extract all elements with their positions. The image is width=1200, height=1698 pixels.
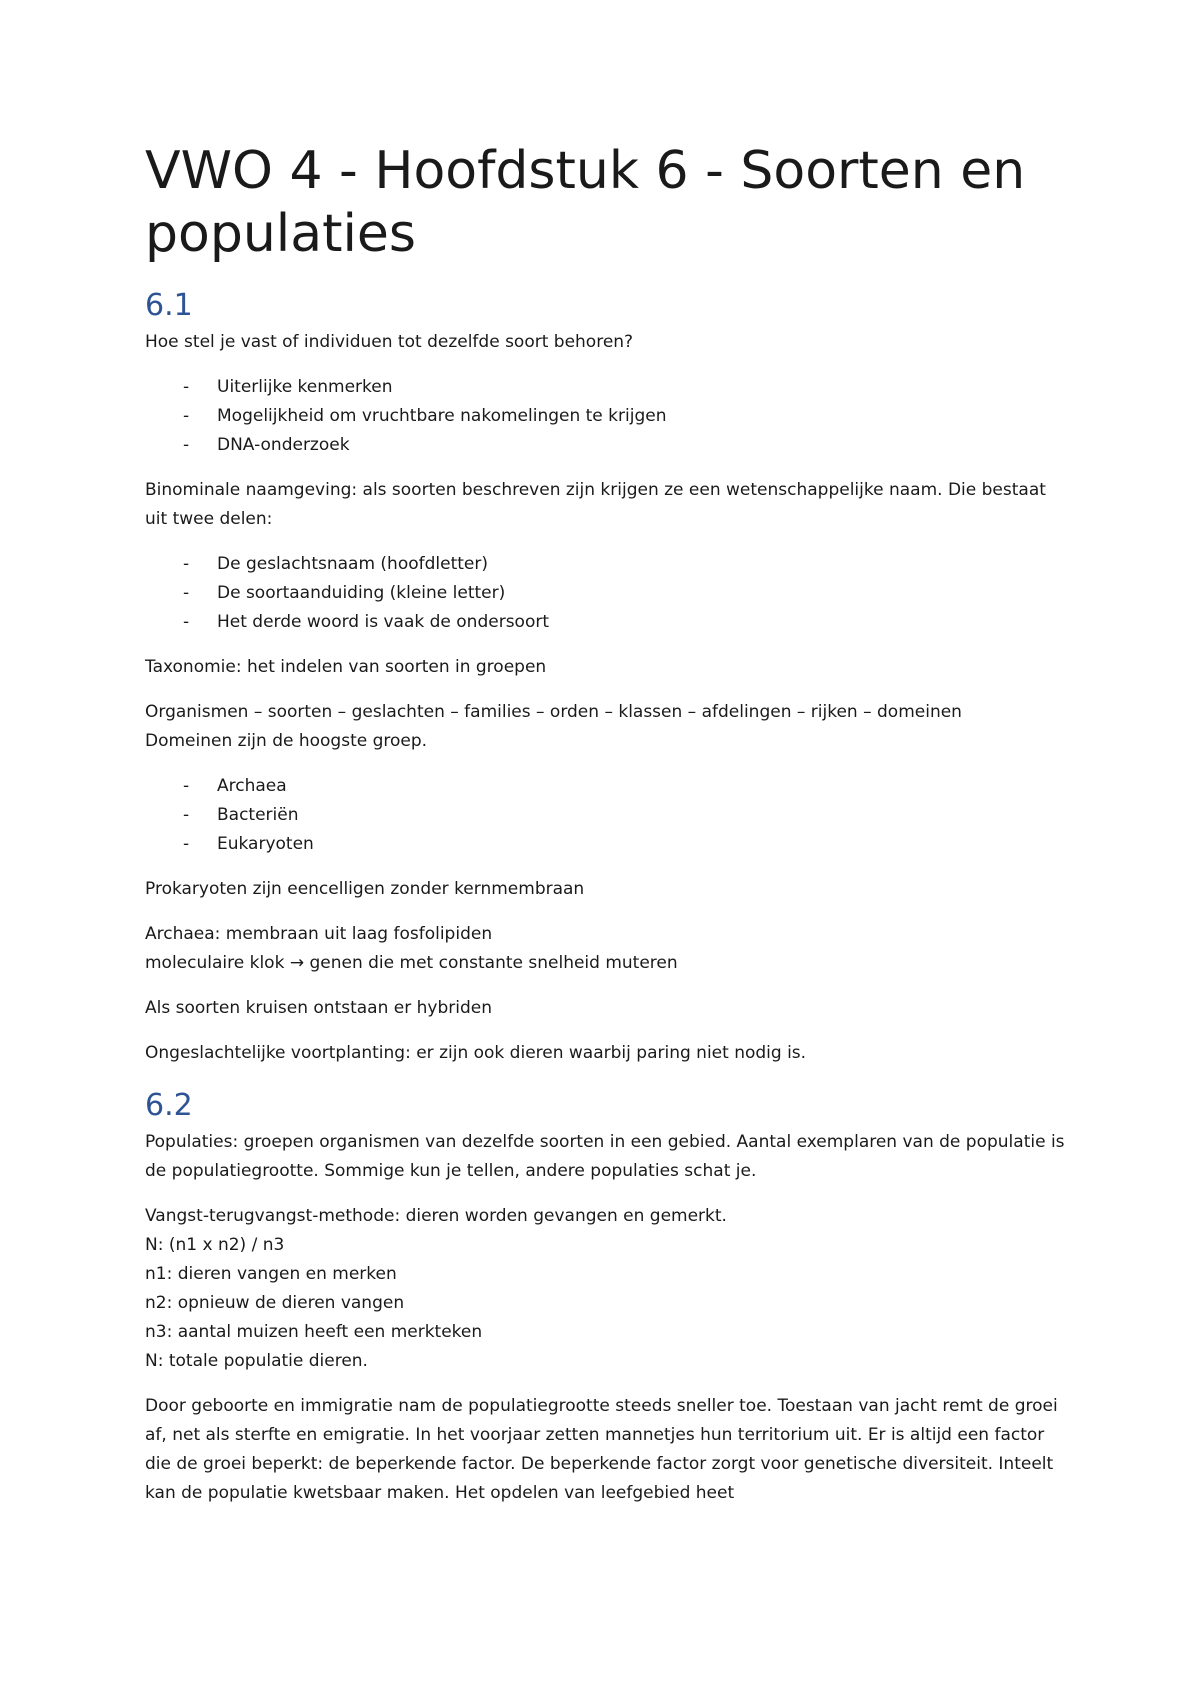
hierarchy-block <box>145 698 1065 756</box>
list-item: - De soortaanduiding (kleine letter) <box>145 579 1065 608</box>
dash-bullet: - <box>183 612 190 632</box>
section-heading-6-2: 6.2 <box>145 1088 193 1123</box>
asexual-paragraph: Ongeslachtelijke voortplanting: er zijn ook dieren waarbij paring niet nodig is. <box>145 1043 807 1063</box>
species-criteria-list <box>145 373 1065 460</box>
populations-paragraph: Populaties: groepen organismen van dezelfde soorten in een gebied. Aantal exemplaren van de populatie is de populatiegrootte. Sommige kun je tellen, andere populaties schat je. <box>145 1132 1065 1181</box>
archaea-block <box>145 920 1065 978</box>
list-item: - De geslachtsnaam (hoofdletter) <box>145 550 1065 579</box>
dash-bullet: - <box>183 435 190 455</box>
hierarchy-line: Organismen – soorten – geslachten – families – orden – klassen – afdelingen – rijken – domeinen <box>145 702 962 722</box>
prokaryotes-paragraph: Prokaryoten zijn eencelligen zonder kernmembraan <box>145 879 585 899</box>
binominal-paragraph: Binominale naamgeving: als soorten beschreven zijn krijgen ze een wetenschappelijke naam. Die bestaat uit twee delen: <box>145 480 1046 529</box>
list-item: - Het derde woord is vaak de ondersoort <box>145 608 1065 637</box>
dash-bullet: - <box>183 776 190 796</box>
method-line: N: (n1 x n2) / n3 <box>145 1235 285 1255</box>
list-item: - Mogelijkheid om vruchtbare nakomelingen te krijgen <box>145 402 1065 431</box>
dash-bullet: - <box>183 377 190 397</box>
domains-note: Domeinen zijn de hoogste groep. <box>145 731 428 751</box>
method-line: n3: aantal muizen heeft een merkteken <box>145 1322 483 1342</box>
growth-paragraph: Door geboorte en immigratie nam de populatiegrootte steeds sneller toe. Toestaan van jacht remt de groei af, net als sterfte en emigratie. In het voorjaar zetten mannetjes hun territorium uit. Er is altijd een factor die de groei beperkt: de beperkende factor. De beperkende factor zorgt voor genetische diversiteit. Inteelt kan de populatie kwetsbaar maken. Het opdelen van leefgebied heet <box>145 1396 1058 1503</box>
arrow-right-icon: → <box>289 953 305 973</box>
taxonomy-paragraph: Taxonomie: het indelen van soorten in groepen <box>145 657 547 677</box>
section-heading-6-1: 6.1 <box>145 288 193 323</box>
dash-bullet: - <box>183 834 190 854</box>
method-line: Vangst-terugvangst-methode: dieren worden gevangen en gemerkt. <box>145 1206 727 1226</box>
list-item: - Eukaryoten <box>145 830 1065 859</box>
species-question: Hoe stel je vast of individuen tot dezelfde soort behoren? <box>145 332 634 352</box>
dash-bullet: - <box>183 805 190 825</box>
capture-recapture-block <box>145 1202 1065 1376</box>
method-line: n1: dieren vangen en merken <box>145 1264 397 1284</box>
list-item: - Uiterlijke kenmerken <box>145 373 1065 402</box>
list-item: - Bacteriën <box>145 801 1065 830</box>
dash-bullet: - <box>183 583 190 603</box>
list-item: - DNA-onderzoek <box>145 431 1065 460</box>
list-item: - Archaea <box>145 772 1065 801</box>
method-line: n2: opnieuw de dieren vangen <box>145 1293 405 1313</box>
document-page <box>145 140 1065 1524</box>
archaea-line: Archaea: membraan uit laag fosfolipiden <box>145 924 493 944</box>
document-title: VWO 4 - Hoofdstuk 6 - Soorten en populaties <box>145 141 1026 264</box>
dash-bullet: - <box>183 406 190 426</box>
molecular-clock-line: moleculaire klok → genen die met constante snelheid muteren <box>145 953 678 973</box>
name-parts-list <box>145 550 1065 637</box>
method-line: N: totale populatie dieren. <box>145 1351 368 1371</box>
domains-list <box>145 772 1065 859</box>
dash-bullet: - <box>183 554 190 574</box>
hybrids-paragraph: Als soorten kruisen ontstaan er hybriden <box>145 998 492 1018</box>
